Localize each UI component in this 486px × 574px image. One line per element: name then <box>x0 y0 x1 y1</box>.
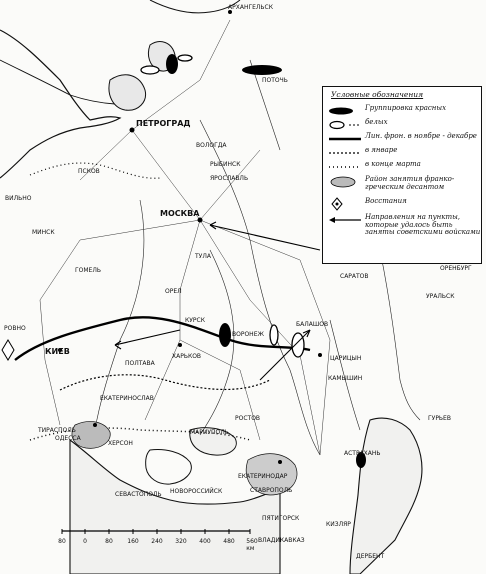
scale-bar-graphic <box>60 528 260 538</box>
legend-item-label: Лин. фрон. в ноябре - декабре <box>365 132 477 140</box>
legend-item <box>327 175 479 193</box>
legend-item-label: в январе <box>365 146 398 154</box>
city-label: РОСТОВ <box>235 415 261 422</box>
legend-item <box>327 197 479 211</box>
legend-item <box>327 118 479 132</box>
caspian-sea <box>350 418 422 574</box>
city-label: ЕКАТЕРИНОСЛАВ <box>100 395 154 402</box>
legend-item <box>327 146 479 160</box>
legend-item-label: Район занятия франко-греческим десантом <box>365 175 455 191</box>
city-label: МИНСК <box>32 229 55 236</box>
scale-tick: 240 <box>151 538 163 545</box>
uprising-symbol <box>327 197 363 211</box>
city-label: КАМЫШИН <box>328 375 363 382</box>
front-mar-symbol <box>327 160 363 174</box>
scale-tick: 80 <box>105 538 113 545</box>
crimea <box>146 450 192 485</box>
scale-tick: 0 <box>83 538 87 545</box>
legend-item <box>327 213 479 253</box>
city-label: КИЗЛЯР <box>326 521 351 528</box>
arrow-symbol <box>327 213 363 227</box>
legend-item <box>327 160 479 174</box>
city-label: ДЕРБЕНТ <box>356 553 385 560</box>
legend-item-label: Группировка красных <box>365 104 447 112</box>
city-label: АСТРАХАНЬ <box>344 450 381 457</box>
direction-arrows <box>115 222 320 380</box>
city-label: ХАРЬКОВ <box>172 353 202 360</box>
city-label: ЯРОСЛАВЛЬ <box>210 175 249 182</box>
city-label: ПОТОЧЬ <box>262 77 288 84</box>
city-label: УРАЛЬСК <box>426 293 455 300</box>
city-label: ПСКОВ <box>78 168 100 175</box>
city-label: ОРЕЛ <box>165 288 182 295</box>
scale-tick: 400 <box>199 538 211 545</box>
map-legend <box>322 86 482 264</box>
city-label: ВЛАДИКАВКАЗ <box>258 537 305 544</box>
city-label: ПЕТРОГРАД <box>136 119 191 128</box>
scale-tick: 560 км <box>246 538 258 552</box>
city-label: КИЕВ <box>45 347 70 356</box>
city-label: МАРИУПОЛЬ <box>190 429 229 436</box>
gulf-finland-shore <box>0 60 115 104</box>
city-label: ЦАРИЦЫН <box>330 355 362 362</box>
baltic-coastline <box>0 30 120 178</box>
scale-tick: 320 <box>175 538 187 545</box>
city-label: РЫБИНСК <box>210 161 241 168</box>
red-grouping-symbol <box>327 104 363 118</box>
city-label: СТАВРОПОЛЬ <box>250 487 293 494</box>
white-groupings <box>141 55 304 357</box>
scale-tick: 160 <box>127 538 139 545</box>
city-label: РОВНО <box>4 325 26 332</box>
city-label: СЕВАСТОПОЛЬ <box>115 491 162 498</box>
city-label: ГУРЬЕВ <box>428 415 451 422</box>
legend-item-label: Восстания <box>365 197 407 205</box>
front-jan-symbol <box>327 146 363 160</box>
city-label: НОВОРОССИЙСК <box>170 488 223 495</box>
legend-item <box>327 132 479 146</box>
front-nov-dec-symbol <box>327 132 363 146</box>
legend-item-label: Направления на пункты, которые удалось быть заняты советскими войсками <box>365 213 481 236</box>
front-line-jan <box>60 375 270 390</box>
city-label: ВОЛОГДА <box>196 142 227 149</box>
legend-item <box>327 104 479 118</box>
city-label: ВИЛЬНО <box>5 195 32 202</box>
scale-tick: 480 <box>223 538 235 545</box>
city-label: ГОМЕЛЬ <box>75 267 101 274</box>
legend-item-label: белых <box>365 118 388 126</box>
city-label: ЕКАТЕРИНОДАР <box>238 473 288 480</box>
city-label: ТУЛА <box>195 253 211 260</box>
city-label: АРХАНГЕЛЬСК <box>228 4 273 11</box>
legend-item-label: в конце марта <box>365 160 421 168</box>
legend-title: Условные обозначения <box>331 90 424 99</box>
city-label: ТИРАСПОЛЬ <box>38 427 76 434</box>
city-label: ВОРОНЕЖ <box>232 331 264 338</box>
city-label: МОСКВА <box>160 209 200 218</box>
uprising-markers <box>2 340 14 360</box>
landing-area-symbol <box>327 175 363 189</box>
city-label: БАЛАШОВ <box>296 321 329 328</box>
city-label: ОДЕССА <box>55 435 81 442</box>
city-label: КУРСК <box>185 317 205 324</box>
city-label: ПОЛТАВА <box>125 360 155 367</box>
scale-tick: 80 <box>58 538 66 545</box>
city-label: ПЯТИГОРСК <box>262 515 300 522</box>
city-label: ОРЕНБУРГ <box>440 265 472 272</box>
city-label: ХЕРСОН <box>108 440 133 447</box>
lake-ladoga <box>109 75 146 110</box>
city-label: САРАТОВ <box>340 273 369 280</box>
white-sea <box>150 0 240 13</box>
scale-bar <box>60 528 260 552</box>
white-grouping-symbol <box>327 118 363 132</box>
railways <box>40 20 330 455</box>
